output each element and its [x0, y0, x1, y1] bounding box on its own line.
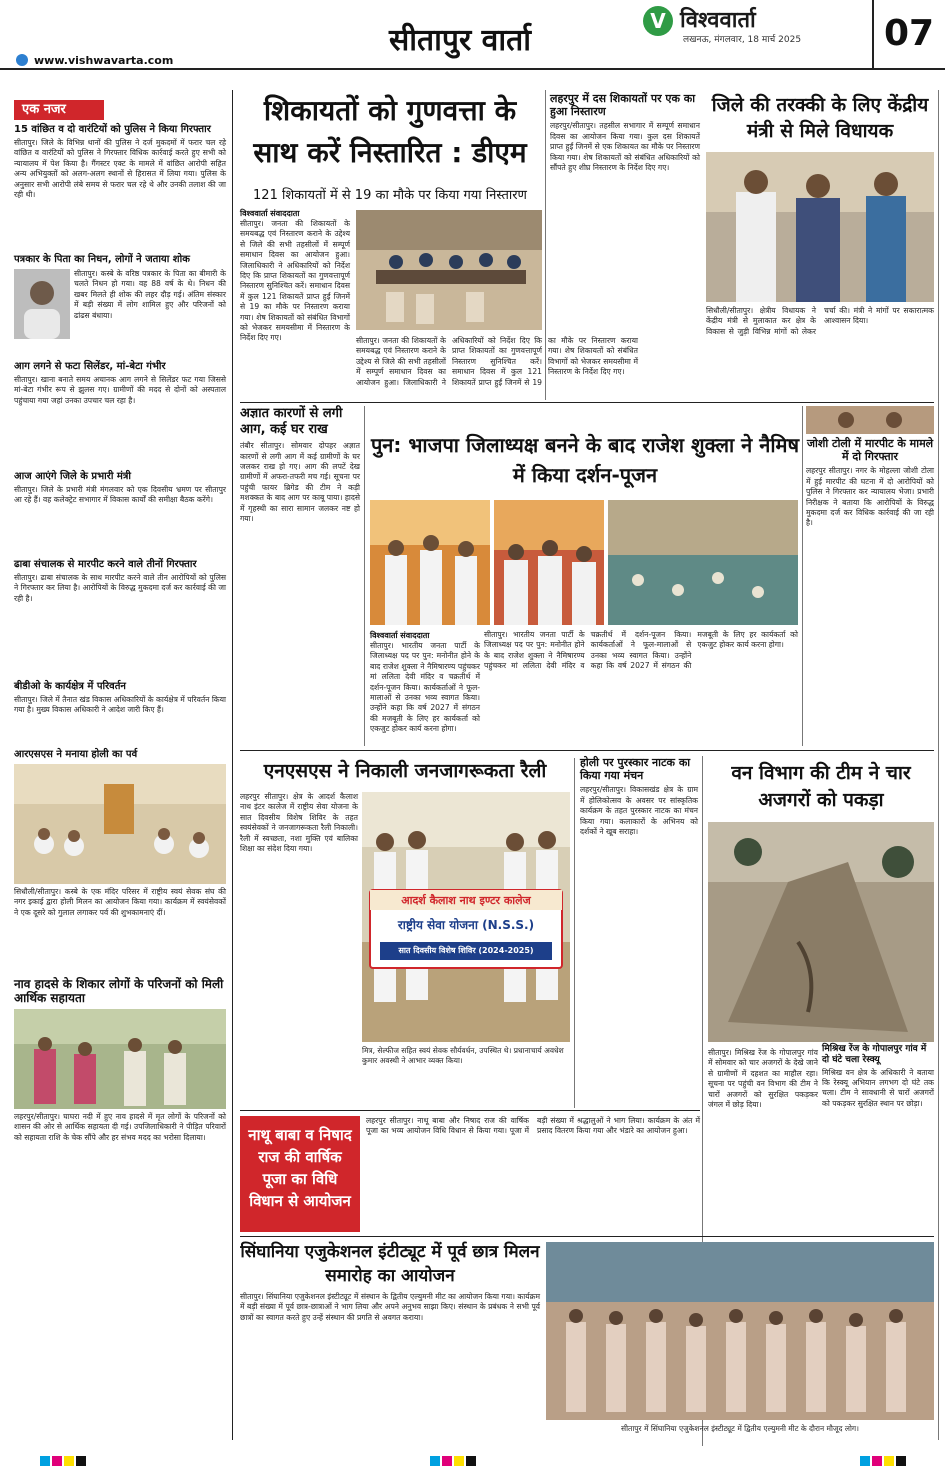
story-body-continued: सीतापुर। भारतीय जनता पार्टी के जिलाध्यक्ष पद पर पुन: मनोनीत होने के बाद राजेश शुक्ला ने नैमिषारण्य पहुंचकर मां ललिता देवी मंदिर व चक्रतीर्थ में दर्शन-पूजन किया। कार्यकर्ताओं ने फूल-मालाओं से उनका भव्य स्वागत किया। उन्होंने कहा कि वर्ष 2027 में संगठन की मजबूती के लिए हर कार्यकर्ता को एकजुट होकर कार्य करना होगा। [484, 630, 798, 671]
python-rescue-photo [708, 822, 934, 1042]
globe-icon [16, 54, 28, 66]
story-headline: आरएसएस ने मनाया होली का पर्व [14, 749, 138, 760]
column-rule [574, 758, 575, 1108]
black-mark [896, 1456, 906, 1466]
yellow-mark [454, 1456, 464, 1466]
bjp-body-column [370, 630, 480, 746]
story-headline: जोशी टोली में मारपीट के मामले में दो गिरफ्तार [806, 437, 934, 464]
website-bar [0, 52, 300, 70]
story-headline: ढाबा संचालक से मारपीट करने वाले तीनों गिरफ्तार [14, 559, 197, 570]
cyan-mark [860, 1456, 870, 1466]
photo-caption: सीतापुर। मिश्रिख रेंज के गोपालपुर गांव में सोमवार को चार अजगरों के देखे जाने से ग्रामीणों में दहशत का माहौल रहा। सूचना पर पहुंची वन विभाग की टीम ने चारों अजगरों को सुरक्षित पकड़कर जंगल में छोड़ दिया। [708, 1048, 818, 1110]
column-rule [545, 90, 546, 400]
print-registration-bar [0, 1450, 945, 1474]
meeting-photo [706, 152, 934, 302]
cyan-mark [40, 1456, 50, 1466]
story-headline: मिश्रिख रेंज के गोपालपुर गांव में दो घंटे चला रेस्क्यू [822, 1044, 927, 1065]
story-body: लहरपुर सीतापुर। नगर के मोहल्ला जोशी टोला में हुई मारपीट की घटना में दो आरोपियों को पुलिस ने गिरफ्तार कर न्यायालय भेजा। प्रभारी निरीक्षक ने बताया कि आरोपियों के विरुद्ध मुकदमा दर्ज कर विधिक कार्रवाई की जा रही है। [806, 466, 934, 528]
banner-subtitle: सात दिवसीय विशेष शिविर (2024-2025) [398, 946, 534, 955]
brand-logo: V [643, 6, 673, 36]
section-rule [240, 1236, 934, 1237]
story-headline: होली पर पुरस्कार नाटक का किया गया मंचन [580, 756, 691, 783]
story-body: सीतापुर। जनता की शिकायतों के समयबद्ध एवं निस्तारण कराने के उद्देश्य से जिले की सभी तहसीलों में सम्पूर्ण समाधान दिवस का आयोजन हुआ। जिलाधिकारी ने अधिकारियों को निर्देश दिए कि प्राप्त शिकायतों का गुणवत्तापूर्ण निस्तारण सुनिश्चित करें। समाधान दिवस में कुल 121 शिकायतें प्राप्त हुईं जिनमें से 19 का मौके पर निस्तारण कराया गया। शेष शिकायतों को संबंधित विभागों को भेजकर समयसीमा में निस्तारण के निर्देश दिए गए। [240, 219, 350, 343]
yellow-mark [64, 1456, 74, 1466]
left-column [14, 124, 226, 1444]
group-photo [546, 1242, 934, 1420]
photo-caption: सिधौली/सीतापुर। कस्बे के एक मंदिर परिसर में राष्ट्रीय स्वयं सेवक संघ की नगर इकाई द्वारा होली मिलन का आयोजन किया गया। कार्यक्रम में स्वयंसेवकों ने एक दूसरे को गुलाल लगाकर पर्व की शुभकामनाएं दीं। [14, 887, 226, 917]
issue-date: लखनऊ, मंगलवार, 18 मार्च 2025 [683, 35, 802, 45]
story-headline: अज्ञात कारणों से लगी आग, कई घर राख [240, 406, 343, 437]
nss-rally-photo [362, 792, 570, 1042]
story-body: तंबौर सीतापुर। सोमवार दोपहर अज्ञात कारणों से लगी आग में कई ग्रामीणों के घर जलकर राख हो गए। आग की लपटें देख ग्रामीणों में अफरा-तफरी मच गई। सूचना पर पहुंची फायर ब्रिगेड की टीम ने कड़ी मशक्कत के बाद आग पर काबू पाया। हादसे में गृहस्थी का सारा सामान जलकर नष्ट हो गया। [240, 441, 360, 524]
magenta-mark [52, 1456, 62, 1466]
mla-headline: जिले की तरक्की के लिए केंद्रीय मंत्री से मिले विधायक [711, 94, 929, 142]
meeting-photo [356, 210, 542, 330]
story-headline: पत्रकार के पिता का निधन, लोगों ने जताया शोक [14, 254, 190, 265]
story-body-continued: सीतापुर। जनता की शिकायतों के समयबद्ध एवं निस्तारण कराने के उद्देश्य से जिले की सभी तहसीलों में सम्पूर्ण समाधान दिवस का आयोजन हुआ। जिलाधिकारी ने अधिकारियों को निर्देश दिए कि प्राप्त शिकायतों का गुणवत्तापूर्ण निस्तारण सुनिश्चित करें। समाधान दिवस में कुल 121 शिकायतें प्राप्त हुईं जिनमें से 19 का मौके पर निस्तारण कराया गया। शेष शिकायतों को संबंधित विभागों को भेजकर समयसीमा में निस्तारण के निर्देश दिए गए। [356, 336, 638, 387]
banner-title: राष्ट्रीय सेवा योजना (N.S.S.) [397, 918, 535, 932]
paper-name: विश्ववार्ता [680, 8, 756, 33]
story-body: सीतापुर। खाना बनाते समय अचानक आग लगने से सिलेंडर फट गया जिससे मां-बेटा गंभीर रूप से झुलस गए। ग्रामीणों की मदद से दोनों को अस्पताल पहुंचाया गया जहां उनका उपचार चल रहा है। [14, 375, 226, 405]
column-rule [802, 406, 803, 746]
magenta-mark [442, 1456, 452, 1466]
river-ghat-photo [608, 500, 798, 625]
story-body: लहरपुर सीतापुर। नाथू बाबा और निषाद राज की वार्षिक पूजा का भव्य आयोजन विधि विधान से किया गया। पूजा में बड़ी संख्या में श्रद्धालुओं ने भाग लिया। कार्यक्रम के अंत में प्रसाद वितरण किया गया और भंडारे का आयोजन हुआ। [366, 1116, 700, 1136]
section-label: एक नजर [14, 100, 104, 120]
story-headline: बीडीओ के कार्यक्षेत्र में परिवर्तन [14, 681, 126, 692]
column-rule [232, 90, 233, 1440]
story-headline: आग लगने से फटा सिलेंडर, मां-बेटा गंभीर [14, 361, 166, 372]
section-rule [240, 402, 934, 403]
magenta-mark [872, 1456, 882, 1466]
story-body: लहरपुर/सीतापुर। घाघरा नदी में हुए नाव हादसे में मृत लोगों के परिजनों को शासन की ओर से आर्थिक सहायता दी गई। उपजिलाधिकारी ने पीड़ित परिवारों को सहायता राशि के चेक सौंपे और हर संभव मदद का भरोसा दिलाया। [14, 1111, 226, 1142]
section-rule [240, 1110, 700, 1111]
forest-headline: वन विभाग की टीम ने चार अजगरों को पकड़ा [731, 762, 911, 811]
photo-caption: सिधौली/सीतापुर। क्षेत्रीय विधायक ने केंद्रीय मंत्री से मुलाकात कर क्षेत्र के विकास से जुड़ी विभिन्न मांगों को लेकर चर्चा की। मंत्री ने मांगों पर सकारात्मक आश्वासन दिया। [706, 306, 934, 336]
black-mark [76, 1456, 86, 1466]
photo-caption: सीतापुर में सिंघानिया एजुकेशनल इंस्टीट्यूट में द्वितीय एल्युमनी मीट के दौरान मौजूद लोग। [621, 1424, 859, 1433]
story-body: सीतापुर। सिंघानिया एजुकेशनल इंस्टीट्यूट में संस्थान के द्वितीय एल्युमनी मीट का आयोजन किया गया। कार्यक्रम में बड़ी संख्या में पूर्व छात्र-छात्राओं ने भाग लिया और अपने अनुभव साझा किए। संस्थान के प्रबंधक ने सभी पूर्व छात्रों का स्वागत करते हुए उन्हें संस्थान की प्रगति से अवगत कराया। [240, 1292, 540, 1322]
bjp-headline: पुन: भाजपा जिलाध्यक्ष बनने के बाद राजेश शुक्ला ने नैमिष में किया दर्शन-पूजन [370, 433, 800, 487]
masthead [0, 0, 945, 70]
news-photo [806, 406, 934, 434]
story-body: लहरपुर/सीतापुर। विकासखंड क्षेत्र के ग्राम में होलिकोत्सव के अवसर पर सांस्कृतिक कार्यक्रम के तहत पुरस्कार नाटक का मंचन किया गया। कलाकारों के अभिनय को दर्शकों ने खूब सराहा। [580, 785, 698, 836]
temple-photo [370, 500, 490, 625]
fire-story [240, 406, 360, 746]
event-photo [14, 764, 226, 884]
nss-headline: एनएसएस ने निकाली जनजागरूकता रैली [263, 760, 547, 782]
story-body: सीतापुर। जिले के प्रभारी मंत्री मंगलवार को एक दिवसीय भ्रमण पर सीतापुर आ रहे हैं। वह कलेक्ट्रेट सभागार में विकास कार्यों की समीक्षा बैठक करेंगे। [14, 485, 226, 505]
banner-school-name: आदर्श कैलाश नाथ इण्टर कालेज [401, 894, 531, 907]
edition-title: सीतापुर वार्ता [389, 23, 531, 58]
ceremony-photo [494, 500, 604, 625]
nss-body-column [240, 792, 358, 1112]
nathu-headline-box: नाथू बाबा व निषाद राज की वार्षिक पूजा का विधि विधान से आयोजन [240, 1116, 360, 1232]
laharpur-story [550, 92, 700, 398]
section-rule [240, 750, 934, 751]
photo-caption: मित्र, सेल्फीज सहित स्वयं सेवक सौर्यवर्धन, उपस्थित थे। प्रधानाचार्य अवधेश कुमार अवस्थी ने आभार व्यक्त किया। [362, 1046, 564, 1065]
website-url[interactable]: www.vishwavarta.com [34, 54, 174, 67]
story-body: लहरपुर/सीतापुर। तहसील सभागार में सम्पूर्ण समाधान दिवस का आयोजन किया गया। कुल दस शिकायतें प्राप्त हुईं जिनमें से एक शिकायत का मौके पर निस्तारण किया गया। शेष शिकायतों को संबंधित अधिकारियों को सौंपते हुए शीघ्र निस्तारण के निर्देश दिए गए। [550, 121, 700, 172]
dm-subheadline: 121 शिकायतों में से 19 का मौके पर किया गया निस्तारण [253, 188, 527, 203]
column-rule [938, 90, 939, 1440]
page-number: 07 [872, 0, 944, 68]
story-body: सीतापुर। जिले में तैनात खंड विकास अधिकारियों के कार्यक्षेत्र में परिवर्तन किया गया है। मुख्य विकास अधिकारी ने आदेश जारी किए हैं। [14, 695, 226, 715]
story-body: सीतापुर। जिले के विभिन्न थानों की पुलिस ने दर्ज मुकदमों में फरार चल रहे वांछित व वारंटियों को पुलिस ने गिरफ्तार विधिक कार्रवाई करते हुए सभी को न्यायालय में पेश किया है। गैंगस्टर एक्ट के मामले में वांछित आरोपी सहित अन्य अभियुक्तों को अलग-अलग स्थानों से हिरासत में लिया गया। पुलिस के अनुसार सभी आरोपी लंबे समय से फरार चल रहे थे और उनकी तलाश की जा रही थी। [14, 138, 226, 200]
event-photo [14, 1009, 226, 1109]
byline: विश्ववार्ता संवाददाता [370, 631, 430, 640]
story-headline: लहरपुर में दस शिकायतों पर एक का हुआ निस्तारण [550, 92, 696, 119]
portrait-photo [14, 269, 70, 339]
holi-story [580, 756, 698, 1106]
story-headline: आज आएंगे जिले के प्रभारी मंत्री [14, 471, 131, 482]
story-body: सीतापुर। भारतीय जनता पार्टी के जिलाध्यक्ष पद पर पुन: मनोनीत होने के बाद राजेश शुक्ला ने नैमिषारण्य पहुंचकर मां ललिता देवी मंदिर व चक्रतीर्थ में दर्शन-पूजन किया। कार्यकर्ताओं ने फूल-मालाओं से उनका भव्य स्वागत किया। उन्होंने कहा कि वर्ष 2027 में संगठन की मजबूती के लिए हर कार्यकर्ता को एकजुट होकर कार्य करना होगा। [370, 641, 480, 734]
story-headline: 15 वांछित व दो वारंटियों को पुलिस ने किया गिरफ्तार [14, 124, 211, 135]
story-body: सीतापुर। ढाबा संचालक के साथ मारपीट करने वाले तीन आरोपियों को पुलिस ने गिरफ्तार कर लिया है। आरोपियों के विरुद्ध मुकदमा दर्ज कर कार्रवाई की जा रही है। [14, 573, 226, 603]
dm-body-column [240, 208, 350, 398]
story-body: सीतापुर। कस्बे के वरिष्ठ पत्रकार के पिता का बीमारी के चलते निधन हो गया। वह 88 वर्ष के थे। निधन की खबर मिलते ही शोक की लहर दौड़ गई। अंतिम संस्कार में बड़ी संख्या में लोग शामिल हुए और परिजनों को ढांढस बंधाया। [74, 269, 226, 320]
story-body: लहरपुर सीतापुर। क्षेत्र के आदर्श कैलाश नाथ इंटर कालेज में राष्ट्रीय सेवा योजना के सात दिवसीय विशेष शिविर के तहत स्वयंसेवकों ने जनजागरूकता रैली निकाली। रैली में स्वच्छता, नशा मुक्ति एवं बालिका शिक्षा का संदेश दिया गया। [240, 792, 358, 854]
singhania-headline: सिंघानिया एजुकेशनल इंटीट्यूट में पूर्व छात्र मिलन समारोह का आयोजन [240, 1242, 540, 1286]
forest-side-story [822, 1044, 934, 1142]
dm-headline: शिकायतों को गुणवत्ता के साथ करें निस्तारित : डीएम [253, 94, 527, 169]
byline: विश्ववार्ता संवाददाता [240, 209, 300, 218]
joshi-story [806, 406, 934, 746]
story-headline: नाव हादसे के शिकार लोगों के परिजनों को मिली आर्थिक सहायता [14, 977, 224, 1006]
column-rule [364, 406, 365, 746]
story-body: मिश्रिख वन क्षेत्र के अधिकारी ने बताया कि रेस्क्यू अभियान लगभग दो घंटे तक चला। टीम ने सावधानी से चारों अजगरों को पकड़कर सुरक्षित स्थान पर छोड़ा। [822, 1067, 934, 1108]
black-mark [466, 1456, 476, 1466]
cyan-mark [430, 1456, 440, 1466]
yellow-mark [884, 1456, 894, 1466]
